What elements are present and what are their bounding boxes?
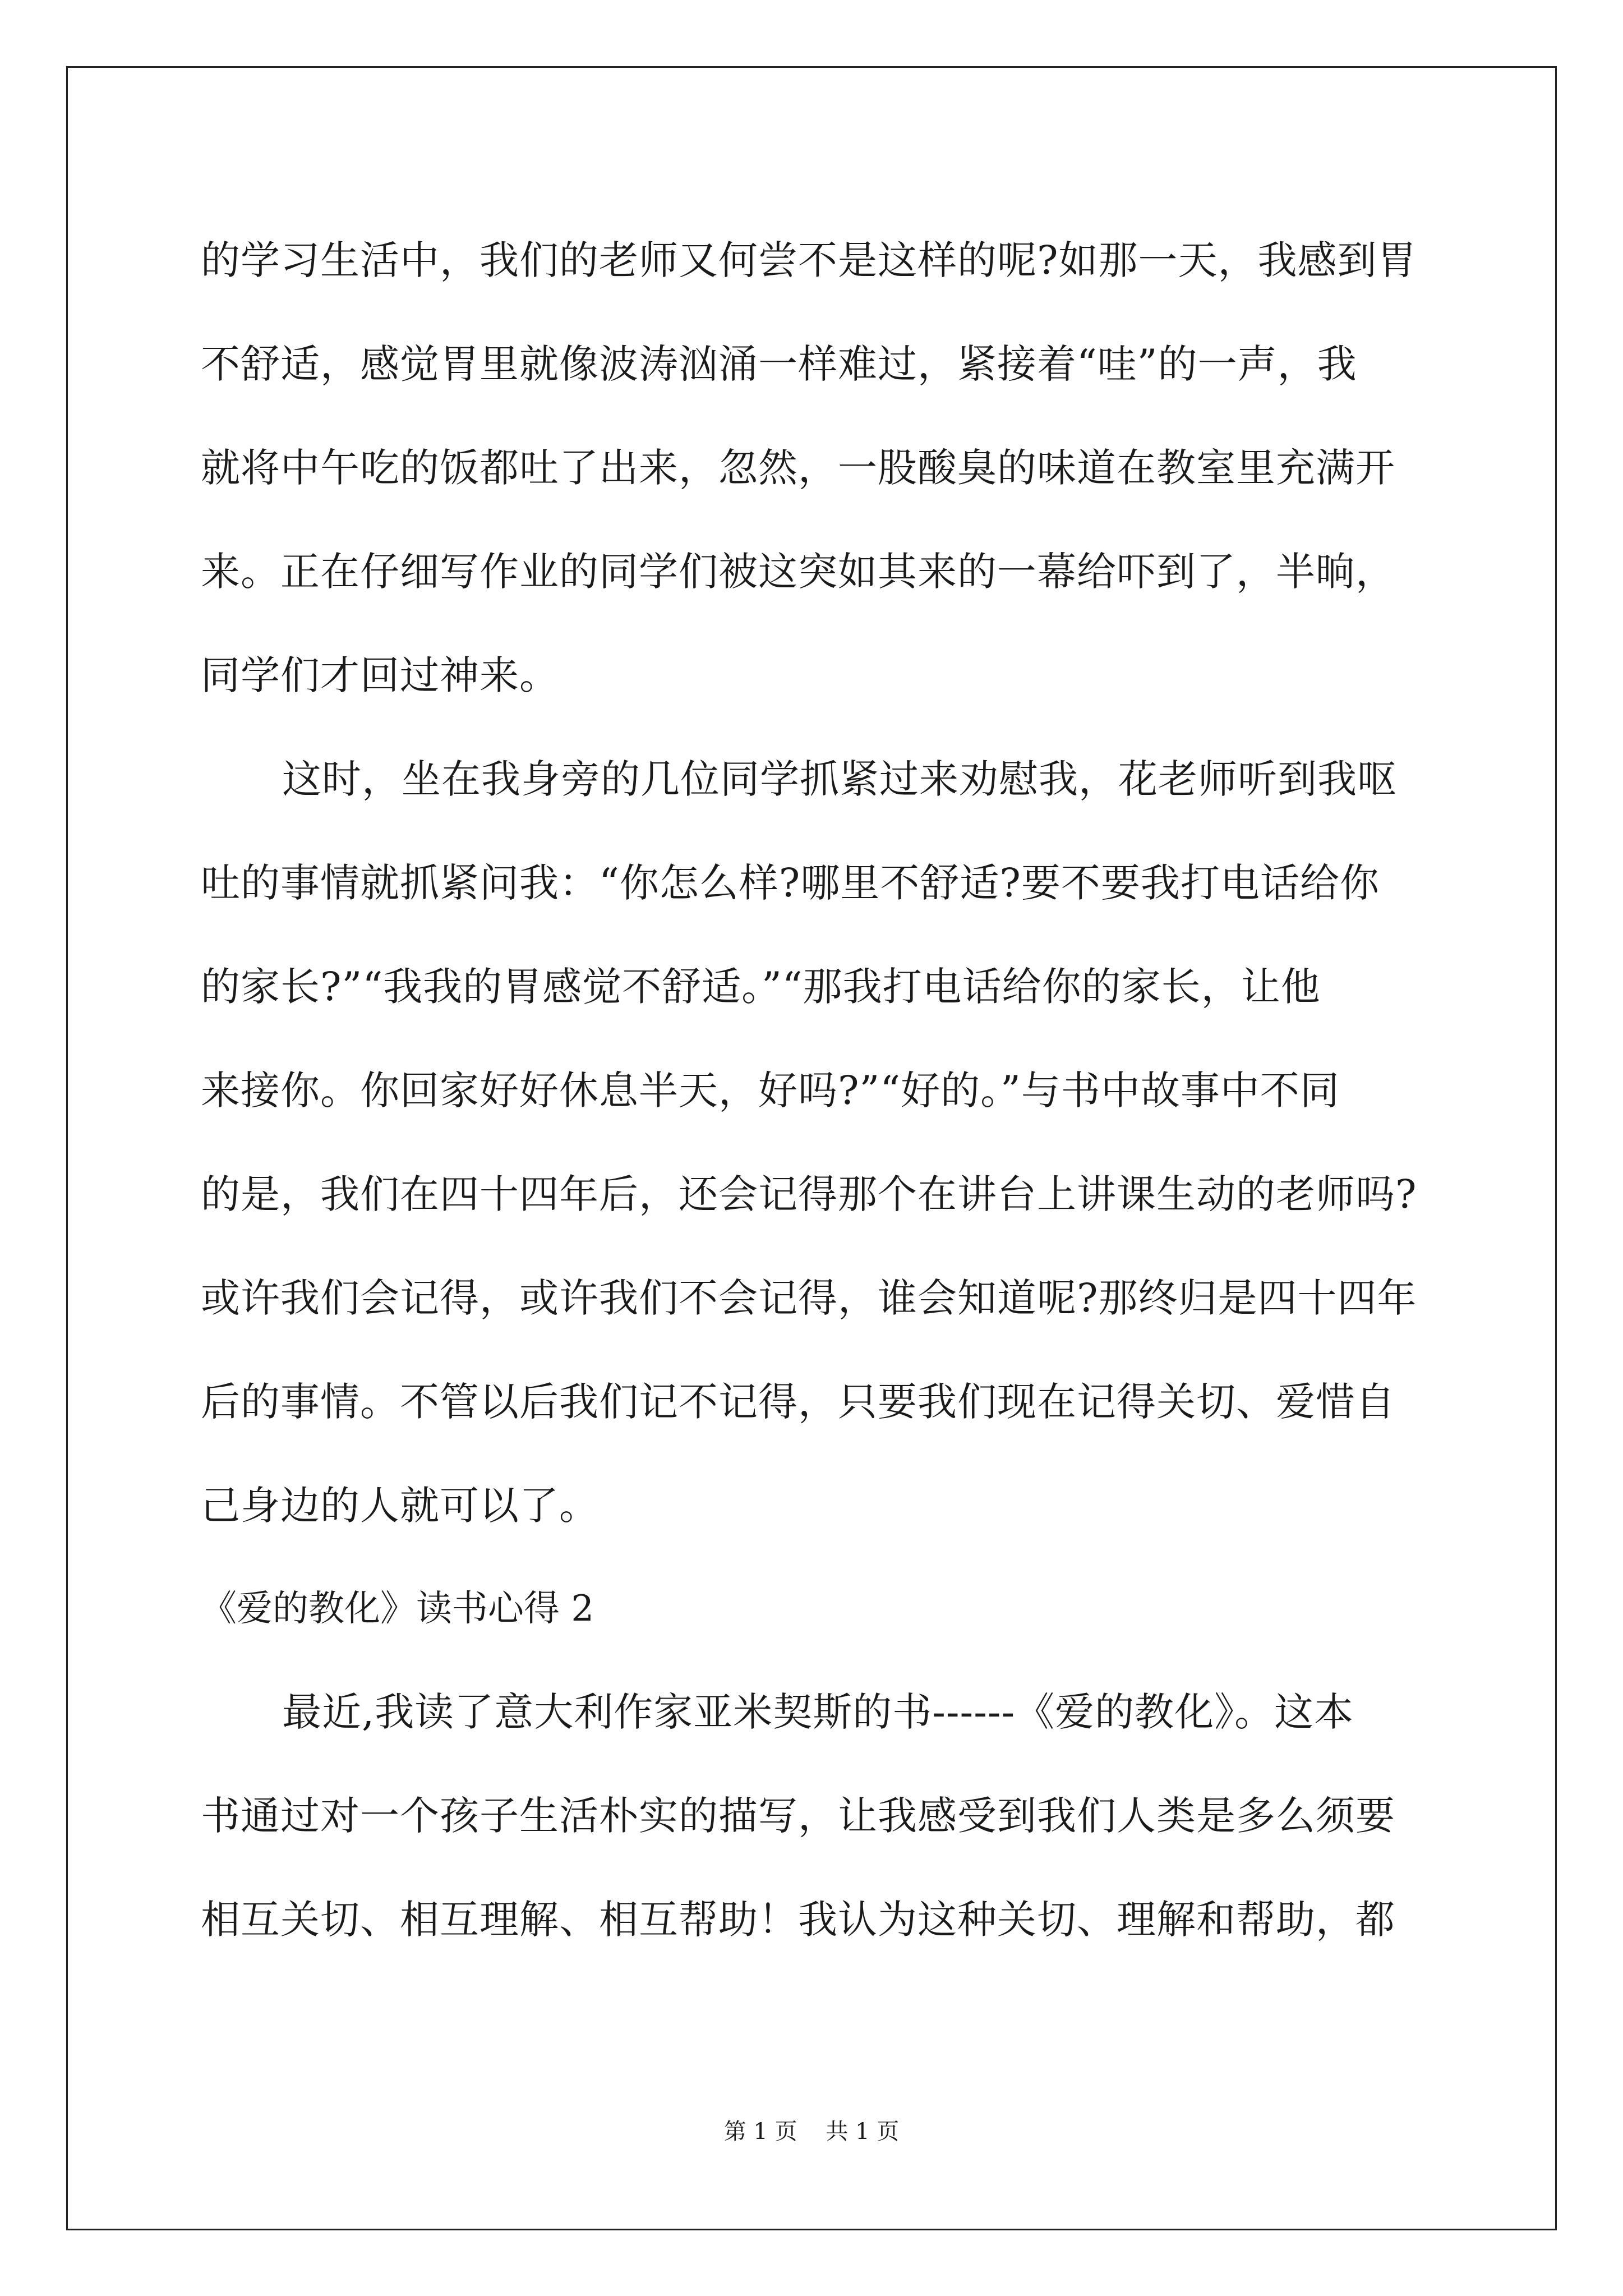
text-line: 的学习生活中，我们的老师又何尝不是这样的呢?如那一天，我感到胃 — [201, 237, 1417, 283]
text-line: 同学们才回过神来。 — [201, 652, 559, 698]
section-heading: 《爱的教化》读书心得 2 — [201, 1588, 594, 1630]
paragraph-2 — [201, 728, 1435, 1558]
document-body — [201, 209, 1435, 1972]
paragraph-3 — [201, 1660, 1435, 1972]
text-line: 就将中午吃的饭都吐了出来，忽然，一股酸臭的味道在教室里充满开 — [201, 445, 1395, 491]
text-line: 相互关切、相互理解、相互帮助！我认为这种关切、理解和帮助，都 — [201, 1897, 1395, 1943]
text-line: 来接你。你回家好好休息半天，好吗?”“好的。”与书中故事中不同 — [201, 1068, 1340, 1114]
page-number-footer: 第 1 页 共 1 页 — [723, 2119, 900, 2145]
text-line: 的是，我们在四十四年后，还会记得那个在讲台上讲课生动的老师吗? — [201, 1171, 1417, 1217]
paragraph-1 — [201, 209, 1435, 728]
text-line: 或许我们会记得，或许我们不会记得，谁会知道呢?那终归是四十四年 — [201, 1275, 1417, 1321]
text-line: 吐的事情就抓紧问我：“你怎么样?哪里不舒适?要不要我打电话给你 — [201, 860, 1380, 906]
text-line: 书通过对一个孩子生活朴实的描写，让我感受到我们人类是多么须要 — [201, 1793, 1395, 1839]
text-line: 后的事情。不管以后我们记不记得，只要我们现在记得关切、爱惜自 — [201, 1379, 1395, 1425]
text-line: 己身边的人就可以了。 — [201, 1483, 599, 1529]
text-line: 最近,我读了意大利作家亚米契斯的书------《爱的教化》。这本 — [282, 1689, 1354, 1735]
text-line: 这时，坐在我身旁的几位同学抓紧过来劝慰我，花老师听到我呕 — [282, 756, 1397, 802]
text-line: 来。正在仔细写作业的同学们被这突如其来的一幕给吓到了，半晌， — [201, 549, 1395, 595]
text-line: 的家长?”“我我的胃感觉不舒适。”“那我打电话给你的家长，让他 — [201, 964, 1321, 1010]
text-line: 不舒适，感觉胃里就像波涛汹涌一样难过，紧接着“哇”的一声，我 — [201, 341, 1357, 387]
